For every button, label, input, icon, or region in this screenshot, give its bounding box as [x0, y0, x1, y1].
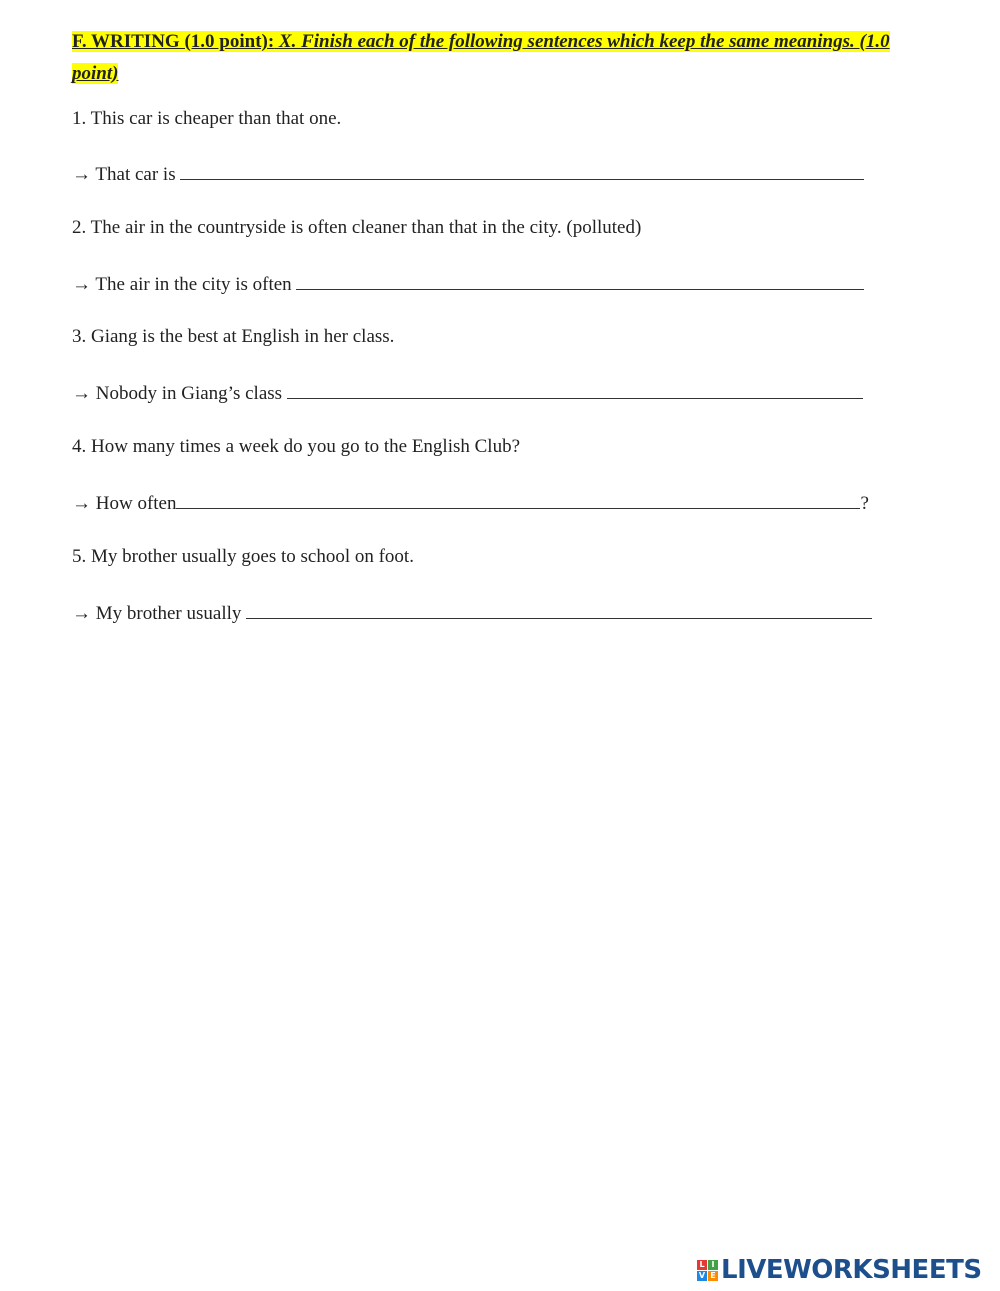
answer-line-1	[72, 161, 864, 187]
answer-ending-4: ?	[860, 493, 869, 514]
logo-letter-e: E	[708, 1271, 718, 1281]
logo-letter-l: L	[697, 1260, 707, 1270]
section-title: F. WRITING (1.0 point):	[72, 31, 275, 52]
section-instruction: X. Finish each of the following sentences which keep the same meanings. (1.0 point)	[72, 31, 890, 84]
answer-prompt-3: → Nobody in Giang’s class	[72, 383, 287, 404]
section-heading	[72, 26, 932, 90]
logo-wordmark: LIVEWORKSHEETS	[721, 1255, 982, 1285]
answer-prompt-2: → The air in the city is often	[72, 274, 297, 295]
question-5: 5. My brother usually goes to school on foot.	[72, 546, 414, 567]
answer-blank-3[interactable]	[287, 380, 863, 399]
question-3: 3. Giang is the best at English in her class.	[72, 326, 395, 347]
logo-mark-icon	[697, 1260, 718, 1281]
answer-prompt-1: → That car is	[72, 164, 181, 185]
answer-prompt-4: → How often	[72, 493, 177, 514]
answer-line-2	[72, 271, 864, 297]
question-1: 1. This car is cheaper than that one.	[72, 108, 342, 129]
logo-letter-i: I	[708, 1260, 718, 1270]
question-4: 4. How many times a week do you go to the English Club?	[72, 436, 521, 457]
answer-blank-5[interactable]	[246, 600, 872, 619]
question-2: 2. The air in the countryside is often cleaner than that in the city. (polluted)	[72, 217, 642, 238]
answer-blank-1[interactable]	[180, 161, 864, 180]
answer-line-5	[72, 600, 872, 626]
answer-prompt-5: → My brother usually	[72, 603, 247, 624]
answer-blank-4[interactable]	[176, 490, 860, 509]
logo-letter-v: V	[698, 1270, 706, 1280]
answer-line-4	[72, 490, 869, 516]
liveworksheets-logo	[697, 1253, 982, 1287]
answer-blank-2[interactable]	[296, 271, 864, 290]
answer-line-3	[72, 380, 863, 406]
